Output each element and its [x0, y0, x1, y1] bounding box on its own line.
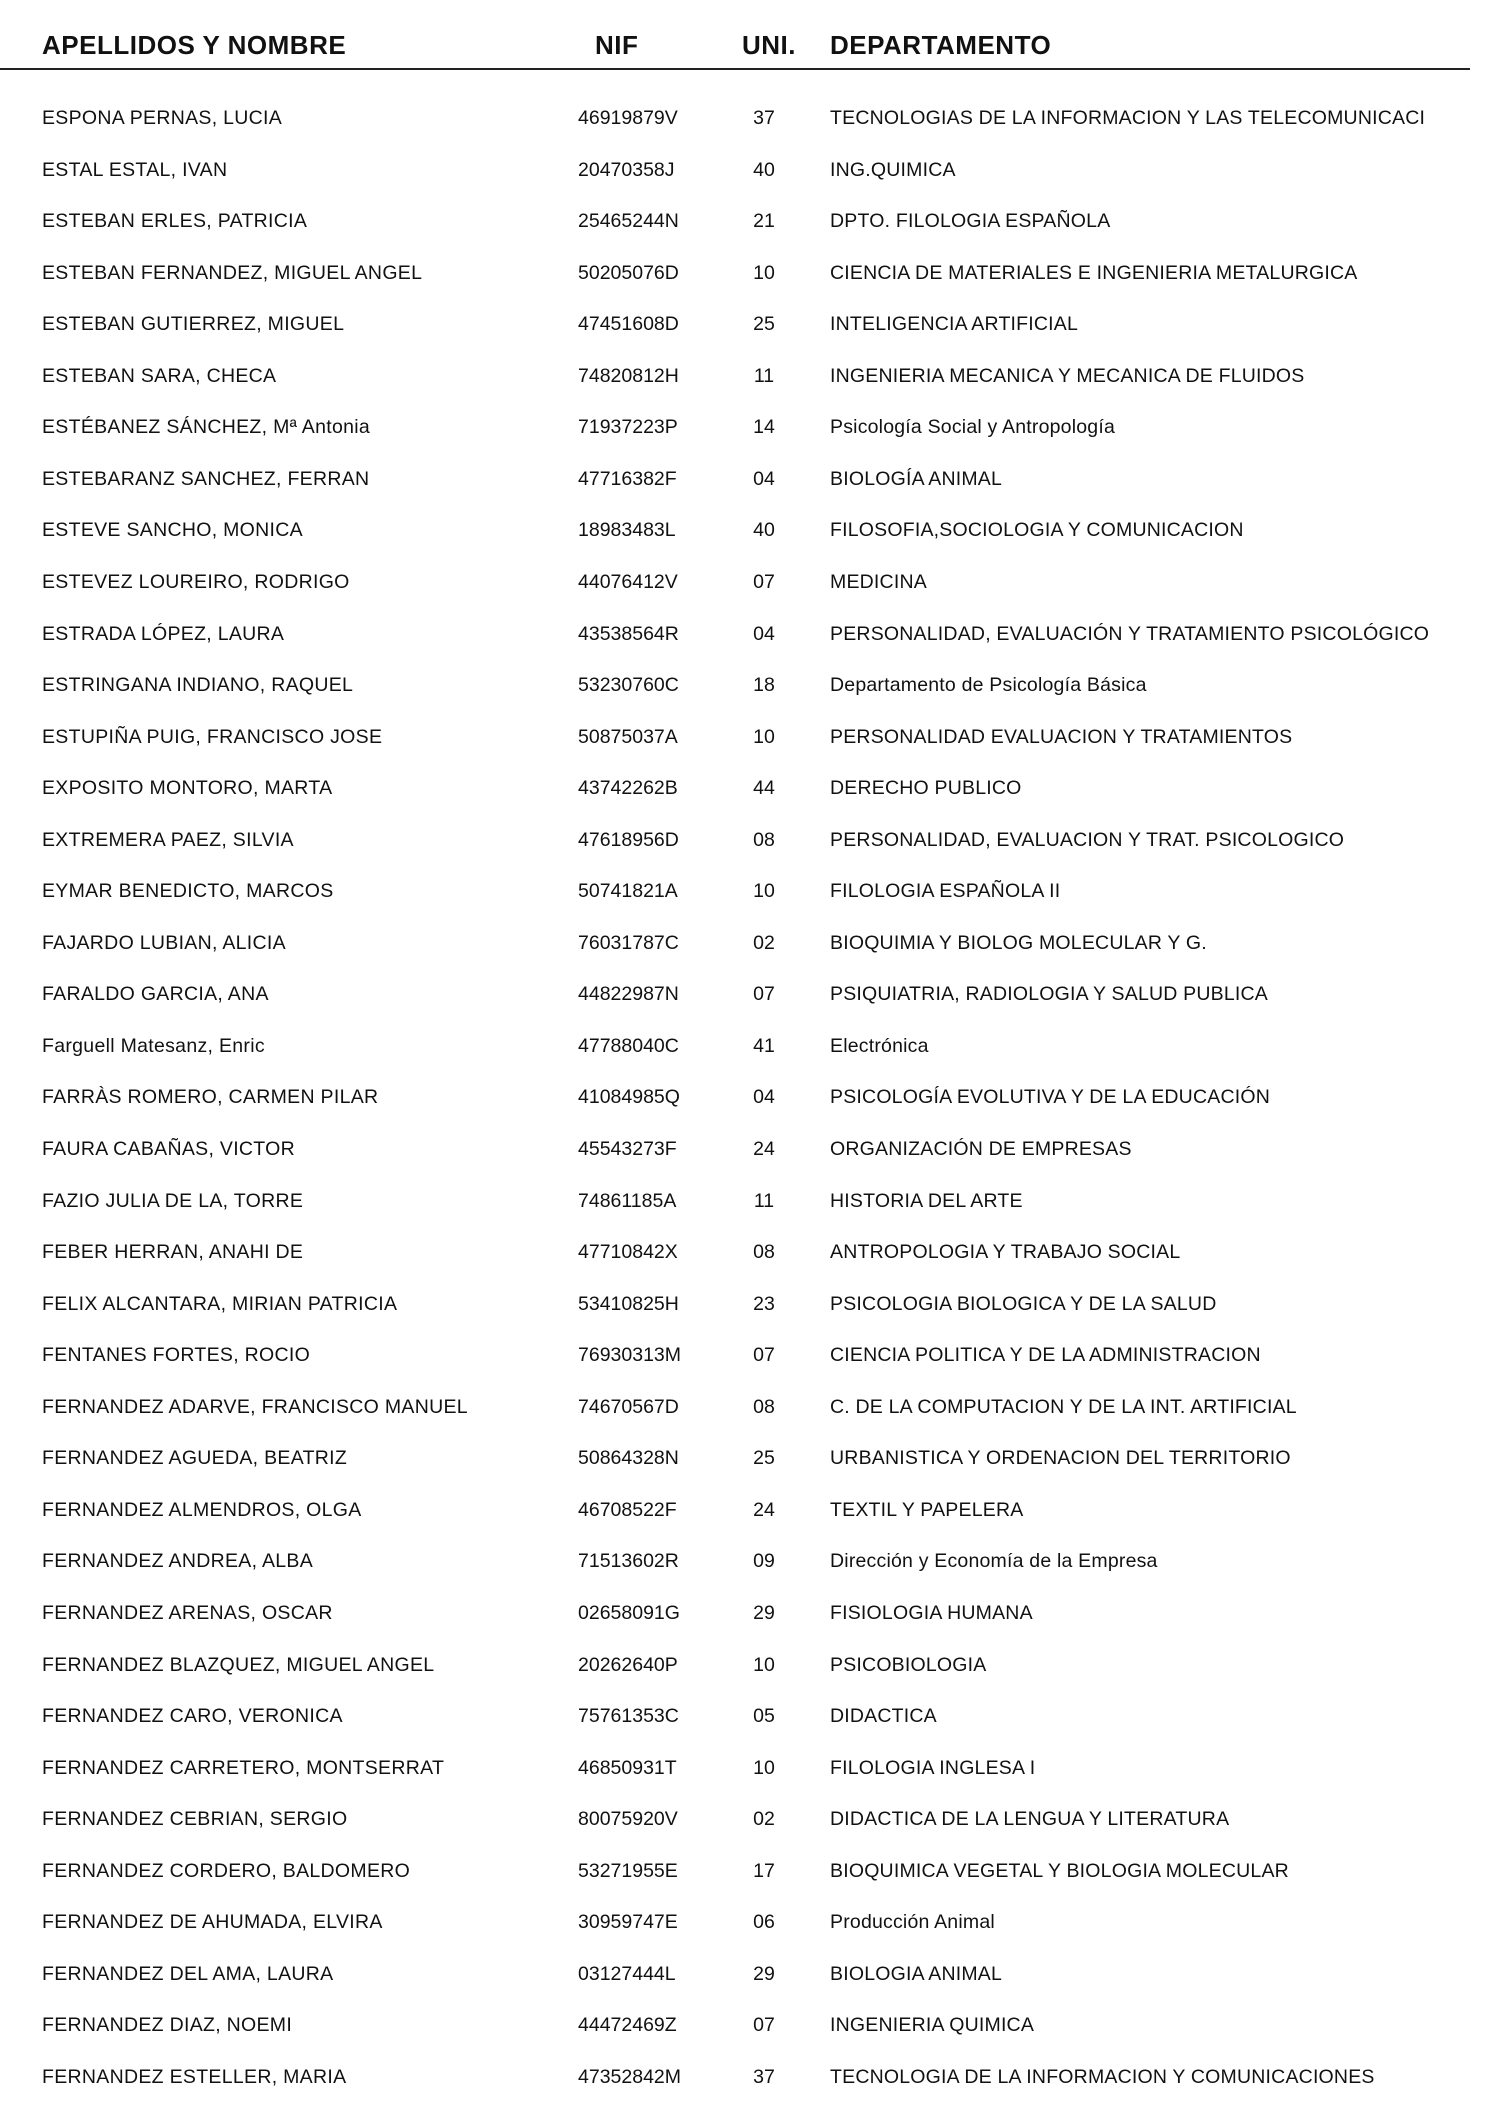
table-row: [0, 1602, 1500, 1642]
cell-name: ESTEBAN SARA, CHECA: [42, 364, 277, 387]
table-row: [0, 262, 1500, 302]
table-row: [0, 1190, 1500, 1230]
cell-name: ESTEVEZ LOUREIRO, RODRIGO: [42, 570, 350, 593]
table-row: [0, 1138, 1500, 1178]
cell-name: FERNANDEZ ALMENDROS, OLGA: [42, 1498, 362, 1521]
cell-uni: 29: [753, 1601, 775, 1624]
cell-departamento: TECNOLOGIAS DE LA INFORMACION Y LAS TELECOMUNICACI: [830, 107, 1426, 129]
table-row: [0, 1860, 1500, 1900]
header-rule: [0, 68, 1470, 70]
table-row: [0, 674, 1500, 714]
cell-uni: 40: [753, 158, 775, 181]
cell-departamento: Psicología Social y Antropología: [830, 416, 1115, 439]
cell-nif: 74670567D: [578, 1395, 679, 1418]
cell-uni: 24: [753, 1498, 775, 1521]
cell-uni: 17: [753, 1859, 775, 1882]
cell-departamento: INTELIGENCIA ARTIFICIAL: [830, 313, 1079, 336]
cell-uni: 37: [753, 2065, 775, 2088]
table-row: [0, 726, 1500, 766]
table-row: [0, 365, 1500, 405]
table-header: [0, 30, 1500, 70]
cell-name: FELIX ALCANTARA, MIRIAN PATRICIA: [42, 1292, 398, 1315]
cell-nif: 20262640P: [578, 1653, 678, 1676]
table-row: [0, 571, 1500, 611]
cell-uni: 02: [753, 1808, 775, 1831]
table-row: [0, 1550, 1500, 1590]
cell-departamento: Producción Animal: [830, 1911, 995, 1934]
table-row: [0, 107, 1500, 147]
cell-nif: 53410825H: [578, 1292, 679, 1315]
cell-uni: 07: [753, 570, 775, 593]
cell-name: FEBER HERRAN, ANAHI DE: [42, 1241, 304, 1264]
table-row: [0, 1499, 1500, 1539]
cell-departamento: Dirección y Economía de la Empresa: [830, 1550, 1158, 1573]
cell-departamento: PERSONALIDAD, EVALUACIÓN Y TRATAMIENTO PSICOLÓGICO: [830, 622, 1430, 645]
cell-uni: 07: [753, 983, 775, 1006]
cell-uni: 08: [753, 828, 775, 851]
cell-uni: 10: [753, 261, 775, 284]
cell-nif: 74861185A: [578, 1189, 677, 1212]
cell-uni: 10: [753, 880, 775, 903]
table-row: [0, 880, 1500, 920]
cell-departamento: MEDICINA: [830, 570, 927, 593]
table-row: [0, 829, 1500, 869]
cell-uni: 10: [753, 1756, 775, 1779]
cell-departamento: FISIOLOGIA HUMANA: [830, 1601, 1033, 1624]
cell-nif: 02658091G: [578, 1601, 680, 1624]
table-row: [0, 1396, 1500, 1436]
cell-nif: 47716382F: [578, 467, 677, 490]
cell-uni: 18: [753, 674, 775, 697]
table-row: [0, 983, 1500, 1023]
cell-departamento: PERSONALIDAD, EVALUACION Y TRAT. PSICOLOGICO: [830, 828, 1345, 851]
table-row: [0, 468, 1500, 508]
cell-departamento: DPTO. FILOLOGIA ESPAÑOLA: [830, 210, 1111, 233]
cell-name: ESTAL ESTAL, IVAN: [42, 158, 228, 181]
cell-name: FERNANDEZ CEBRIAN, SERGIO: [42, 1808, 348, 1831]
cell-nif: 53271955E: [578, 1859, 678, 1882]
table-row: [0, 932, 1500, 972]
cell-departamento: FILOLOGIA INGLESA I: [830, 1756, 1036, 1779]
cell-departamento: PERSONALIDAD EVALUACION Y TRATAMIENTOS: [830, 725, 1293, 748]
table-row: [0, 1035, 1500, 1075]
cell-departamento: PSICOLOGÍA EVOLUTIVA Y DE LA EDUCACIÓN: [830, 1086, 1270, 1109]
cell-departamento: Departamento de Psicología Básica: [830, 674, 1147, 697]
cell-uni: 29: [753, 1962, 775, 1985]
cell-name: EYMAR BENEDICTO, MARCOS: [42, 880, 334, 903]
table-row: [0, 210, 1500, 250]
cell-nif: 50741821A: [578, 880, 678, 903]
cell-departamento: INGENIERIA QUIMICA: [830, 2014, 1035, 2037]
cell-name: FARALDO GARCIA, ANA: [42, 983, 269, 1006]
header-name: APELLIDOS Y NOMBRE: [42, 30, 347, 60]
cell-nif: 47618956D: [578, 828, 679, 851]
cell-uni: 07: [753, 2014, 775, 2037]
cell-departamento: BIOLOGIA ANIMAL: [830, 1962, 1003, 1985]
cell-nif: 44822987N: [578, 983, 679, 1006]
cell-name: ESTUPIÑA PUIG, FRANCISCO JOSE: [42, 725, 383, 748]
table-row: [0, 1963, 1500, 2003]
table-row: [0, 1447, 1500, 1487]
cell-uni: 10: [753, 1653, 775, 1676]
cell-uni: 04: [753, 1086, 775, 1109]
cell-nif: 45543273F: [578, 1138, 677, 1160]
cell-name: FERNANDEZ DIAZ, NOEMI: [42, 2014, 293, 2037]
cell-departamento: BIOLOGÍA ANIMAL: [830, 467, 1003, 490]
cell-departamento: DIDACTICA DE LA LENGUA Y LITERATURA: [830, 1808, 1230, 1831]
table-row: [0, 2066, 1500, 2106]
cell-nif: 43742262B: [578, 777, 678, 800]
cell-departamento: FILOSOFIA,SOCIOLOGIA Y COMUNICACION: [830, 519, 1244, 542]
cell-nif: 44076412V: [578, 570, 678, 593]
cell-nif: 25465244N: [578, 210, 679, 233]
cell-departamento: C. DE LA COMPUTACION Y DE LA INT. ARTIFICIAL: [830, 1395, 1297, 1418]
cell-departamento: DERECHO PUBLICO: [830, 777, 1022, 800]
cell-nif: 47788040C: [578, 1034, 679, 1057]
cell-departamento: Electrónica: [830, 1034, 929, 1057]
cell-uni: 44: [753, 777, 775, 800]
cell-nif: 30959747E: [578, 1911, 678, 1934]
cell-name: FERNANDEZ DEL AMA, LAURA: [42, 1962, 334, 1985]
table-row: [0, 416, 1500, 456]
cell-nif: 47710842X: [578, 1241, 678, 1264]
table-row: [0, 1705, 1500, 1745]
table-row: [0, 313, 1500, 353]
cell-uni: 06: [753, 1911, 775, 1934]
cell-name: ESTÉBANEZ SÁNCHEZ, Mª Antonia: [42, 416, 371, 439]
cell-departamento: PSIQUIATRIA, RADIOLOGIA Y SALUD PUBLICA: [830, 983, 1269, 1006]
cell-uni: 05: [753, 1705, 775, 1728]
cell-nif: 71937223P: [578, 416, 678, 439]
cell-departamento: ANTROPOLOGIA Y TRABAJO SOCIAL: [830, 1241, 1181, 1264]
cell-nif: 76930313M: [578, 1344, 682, 1367]
cell-departamento: TEXTIL Y PAPELERA: [830, 1498, 1024, 1521]
cell-uni: 25: [753, 313, 775, 336]
cell-name: FERNANDEZ CORDERO, BALDOMERO: [42, 1859, 411, 1882]
table-row: [0, 1293, 1500, 1333]
table-row: [0, 1757, 1500, 1797]
cell-name: FERNANDEZ BLAZQUEZ, MIGUEL ANGEL: [42, 1653, 435, 1676]
table-row: [0, 1086, 1500, 1126]
cell-name: FERNANDEZ ESTELLER, MARIA: [42, 2065, 347, 2088]
cell-departamento: ING.QUIMICA: [830, 158, 956, 181]
cell-uni: 10: [753, 725, 775, 748]
cell-name: FERNANDEZ DE AHUMADA, ELVIRA: [42, 1911, 383, 1934]
cell-name: Farguell Matesanz, Enric: [42, 1034, 265, 1057]
cell-nif: 46919879V: [578, 107, 678, 129]
cell-name: ESTRINGANA INDIANO, RAQUEL: [42, 674, 354, 697]
cell-name: ESTEBAN GUTIERREZ, MIGUEL: [42, 313, 345, 336]
table-row: [0, 1911, 1500, 1951]
cell-uni: 08: [753, 1395, 775, 1418]
cell-uni: 23: [753, 1292, 775, 1315]
table-row: [0, 159, 1500, 199]
cell-name: EXTREMERA PAEZ, SILVIA: [42, 828, 294, 851]
cell-nif: 20470358J: [578, 158, 675, 181]
cell-name: FARRÀS ROMERO, CARMEN PILAR: [42, 1086, 379, 1109]
table-row: [0, 2014, 1500, 2054]
table-row: [0, 1344, 1500, 1384]
cell-name: ESPONA PERNAS, LUCIA: [42, 107, 283, 129]
cell-uni: 21: [753, 210, 775, 233]
cell-departamento: CIENCIA DE MATERIALES E INGENIERIA METALURGICA: [830, 261, 1358, 284]
cell-name: FAJARDO LUBIAN, ALICIA: [42, 931, 286, 954]
header-uni: UNI.: [742, 30, 796, 60]
cell-name: FERNANDEZ CARRETERO, MONTSERRAT: [42, 1756, 445, 1779]
cell-nif: 03127444L: [578, 1962, 676, 1985]
cell-uni: 40: [753, 519, 775, 542]
cell-nif: 76031787C: [578, 931, 679, 954]
cell-nif: 43538564R: [578, 622, 679, 645]
cell-nif: 44472469Z: [578, 2014, 677, 2037]
cell-departamento: INGENIERIA MECANICA Y MECANICA DE FLUIDOS: [830, 364, 1305, 387]
cell-nif: 46708522F: [578, 1498, 677, 1521]
cell-name: FERNANDEZ CARO, VERONICA: [42, 1705, 343, 1728]
table-row: [0, 519, 1500, 559]
cell-departamento: HISTORIA DEL ARTE: [830, 1189, 1023, 1212]
table-row: [0, 1808, 1500, 1848]
cell-nif: 50875037A: [578, 725, 678, 748]
cell-departamento: BIOQUIMIA Y BIOLOG MOLECULAR Y G.: [830, 931, 1207, 954]
table-row: [0, 777, 1500, 817]
cell-name: FENTANES FORTES, ROCIO: [42, 1344, 311, 1367]
cell-uni: 02: [753, 931, 775, 954]
cell-nif: 41084985Q: [578, 1086, 680, 1109]
cell-nif: 47352842M: [578, 2065, 682, 2088]
cell-nif: 80075920V: [578, 1808, 678, 1831]
cell-departamento: DIDACTICA: [830, 1705, 937, 1728]
cell-name: FERNANDEZ ARENAS, OSCAR: [42, 1601, 333, 1624]
table-row: [0, 623, 1500, 663]
cell-name: EXPOSITO MONTORO, MARTA: [42, 777, 333, 800]
cell-nif: 46850931T: [578, 1756, 677, 1779]
table-row: [0, 1654, 1500, 1694]
cell-nif: 18983483L: [578, 519, 676, 542]
cell-name: ESTEBARANZ SANCHEZ, FERRAN: [42, 467, 370, 490]
table-row: [0, 1241, 1500, 1281]
cell-nif: 53230760C: [578, 674, 679, 697]
cell-nif: 74820812H: [578, 364, 679, 387]
cell-nif: 50205076D: [578, 261, 679, 284]
cell-departamento: PSICOBIOLOGIA: [830, 1653, 987, 1676]
cell-uni: 24: [753, 1138, 775, 1160]
cell-departamento: TECNOLOGIA DE LA INFORMACION Y COMUNICACIONES: [830, 2065, 1375, 2088]
cell-uni: 11: [753, 1189, 775, 1212]
cell-name: FERNANDEZ AGUEDA, BEATRIZ: [42, 1447, 348, 1470]
cell-nif: 75761353C: [578, 1705, 679, 1728]
cell-departamento: BIOQUIMICA VEGETAL Y BIOLOGIA MOLECULAR: [830, 1859, 1289, 1882]
cell-uni: 25: [753, 1447, 775, 1470]
cell-name: ESTEBAN ERLES, PATRICIA: [42, 210, 308, 233]
cell-departamento: PSICOLOGIA BIOLOGICA Y DE LA SALUD: [830, 1292, 1217, 1315]
cell-name: FERNANDEZ ADARVE, FRANCISCO MANUEL: [42, 1395, 468, 1418]
cell-nif: 71513602R: [578, 1550, 679, 1573]
cell-nif: 47451608D: [578, 313, 679, 336]
cell-uni: 11: [753, 364, 775, 387]
cell-uni: 07: [753, 1344, 775, 1367]
cell-departamento: ORGANIZACIÓN DE EMPRESAS: [830, 1138, 1132, 1160]
header-departamento: DEPARTAMENTO: [830, 30, 1052, 60]
cell-departamento: URBANISTICA Y ORDENACION DEL TERRITORIO: [830, 1447, 1291, 1470]
cell-uni: 08: [753, 1241, 775, 1264]
cell-name: ESTEBAN FERNANDEZ, MIGUEL ANGEL: [42, 261, 423, 284]
cell-uni: 09: [753, 1550, 775, 1573]
cell-nif: 50864328N: [578, 1447, 679, 1470]
cell-name: ESTEVE SANCHO, MONICA: [42, 519, 303, 542]
cell-uni: 41: [753, 1034, 775, 1057]
header-nif: NIF: [595, 30, 639, 60]
cell-departamento: CIENCIA POLITICA Y DE LA ADMINISTRACION: [830, 1344, 1261, 1367]
cell-uni: 04: [753, 622, 775, 645]
cell-name: FAZIO JULIA DE LA, TORRE: [42, 1189, 304, 1212]
cell-departamento: FILOLOGIA ESPAÑOLA II: [830, 880, 1061, 903]
cell-name: ESTRADA LÓPEZ, LAURA: [42, 622, 285, 645]
cell-uni: 37: [753, 107, 775, 129]
cell-uni: 14: [753, 416, 775, 439]
cell-uni: 04: [753, 467, 775, 490]
cell-name: FERNANDEZ ANDREA, ALBA: [42, 1550, 314, 1573]
cell-name: FAURA CABAÑAS, VICTOR: [42, 1138, 296, 1160]
